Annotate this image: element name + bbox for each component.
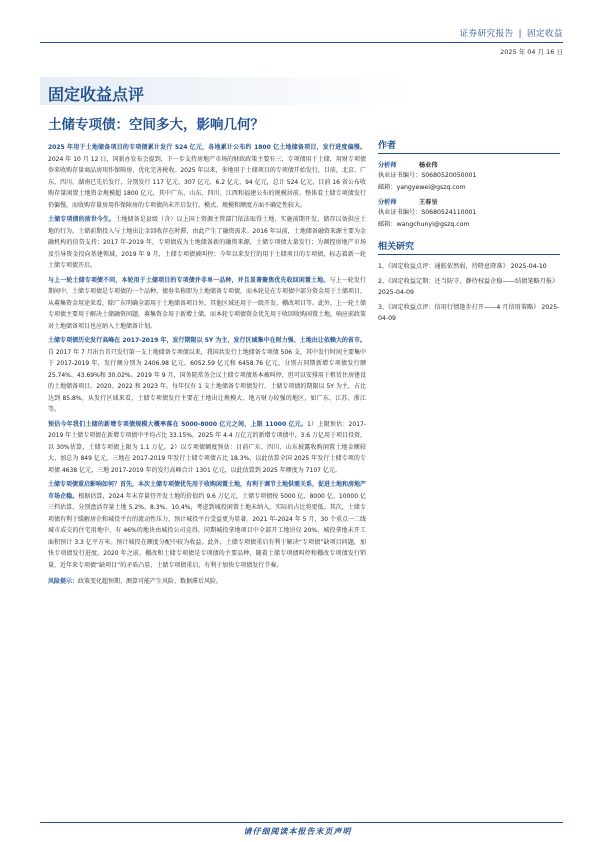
related-report[interactable]: 3、《固定收益点评：信用行情逢步打开——4 月信用策略》 2025-04-09 <box>378 304 560 322</box>
analyst-license: S0680524110001 <box>421 209 477 216</box>
sidebar <box>378 138 560 328</box>
analyst-email[interactable]: wangchunyi@gszq.com <box>396 220 470 228</box>
report-subtitle: 土储专项债：空间多大，影响几何？ <box>48 117 264 133</box>
analyst-name: 杨业伟 <box>419 162 438 169</box>
analyst-role: 分析师 <box>378 162 397 169</box>
paragraph: 预估今年我们土储的新增专项债规模大概率落在 5000-8000 亿元之间，上限 11000 亿元。1）上限预估：2017-2019 年土储专项债在新增专项债中平均占比 33.15%，2025 年 4.4 万亿元的新增专项债中，3.6 万亿用于项目投资，以 30%估算，土储专项债上限为 1.1 万亿。2）以专项债额度预估：目前广东、四川、山东披露收购闲置土地金额较大，加总为 849 亿元，三地在 2017-2019 年发行土储专项债占比 18.3%，以此估算全国 2025 年发行土储专项的专项债 4638 亿元，三地 2017-2019 年的发行高峰合计 1301 亿元，以此估算到 2025 年额度为 7107 亿元。 <box>48 420 366 474</box>
related-report[interactable]: 2、《固定收益定期：还当防守，静待权益企稳——结债笔略月报》 2025-04-09 <box>378 278 559 296</box>
analyst-name: 王春呈 <box>419 199 438 206</box>
analyst-license: S0680520050001 <box>421 172 477 179</box>
paragraph: 土储专项债重启影响如何？首先，本次土储专项债优先用于收购闲置土地，有利于调节土地供需关系，促进土地和房地产市场企稳。根据估算，2024 年末存量待开发土地的价值约 9.6 万亿元，土储专项债按 5000 亿、8000 亿、10000 亿三档估算，分别盘活存量土地 5.2%、8.3%、10.4%，考虑到城投闲置土地未纳入，实际的占比将更低。其次，土储专项债有利于缓解房企和城投平台的流动性压力，预计城投平台受益更为显著。2021 年-2024 年 5 月，30 个重点一二线城市成交的住宅用地中，有 46%的地块由城投公司竞得，同期城投拿地项目中全部开工地块仅 20%，城投拿地未开工面积预计 3.3 亿平方米。预计城投在额度分配中较为收益。此外，土储专项债重启有利于解决“专项债”缺项目问题，加快专项债发行进度。2020 年之前，棚改和土储专项债是专项债的主要品种，随着土储专项债叫停和棚改专项债发行销量，近年来专项债“缺项目”的矛盾凸显，土储专项债重启，有利于加快专项债发行节奏。 <box>48 481 367 569</box>
header-rule <box>40 42 563 43</box>
header-right <box>460 27 563 39</box>
related-report[interactable]: 1、《固定收益点评：通胀依然弱，待降息降准》 2025-04-10 <box>378 263 547 270</box>
report-date: 2025 年 04 月 16 日 <box>500 48 563 56</box>
paragraph: 2025 年用于土地储备项目的专项债累计发行 524 亿元，各地累计公布约 1800 亿土地储备项目，发行进度偏慢。2024 年 10 月 12 日，国新办发布会提到，下一步支持房地产市场的财政政策主要有三，专项债用于土储，用财专项债券来收购存量商品房用作保障房、优化完善税收。2025 年以来，多地用于土储项目的专项债开始发行，目前，北京、广东、四川、湖南已先后发行，分别发行 117 亿元、307 亿元、6.2 亿元、94 亿元，总计 524 亿元，目前 16 省公布收购存量闲置土地资金规模超 1800 亿元，其中广东、山东、四川、江西和福建公布的规模居前。整体看土储专项债发行仍偏慢，而收购存量房用作保障房的专项债尚未开启发行，模式、规模和额度方面不确定性较大。 <box>48 144 366 209</box>
risk-warning: 风险提示：政策变化超预期、测算可能产生风险、数据滞后风险。 <box>48 578 223 585</box>
paragraph: 土储专项债历史发行高峰在 2017-2019 年，发行期限以 5Y 为主，发行区域集中在财力强、土地出让依赖大的省市。自 2017 年 7 月出台首只发行第一支土地储备专项债以来，我国共发行土地储备专项债 506 支，其中发行时间主要集中于 2017-2019 年，发行额分别为 2406.98 亿元、6052.59 亿元和 6458.76 亿元，分别占同期新增专项债发行额 25.74%、43.69%和 30.02%。2019 年 9 月，国务院常务会议土储专项债基本被叫停，但可以安排用于租赁住房建设的土地储备项目。2020、2022 和 2023 年，每年仅有 1 支土地储备专项债发行，土储专项债的期限以 5Y 为主，占比达到 85.8%，从发行区域来看，土储专项债发行主要在土地出让规模大、地方财力较强的地区，如广东、江苏、浙江等。 <box>48 337 366 413</box>
footer-disclaimer: 请仔细阅读本报告末页声明 <box>243 827 352 836</box>
analyst-card: 分析师 杨业伟 执业证书编号：S0680520050001 邮箱：yangyewei@gszq.com <box>378 162 477 191</box>
related-heading: 相关研究 <box>378 239 560 255</box>
page-title: 固定收益点评 <box>48 85 145 104</box>
main-body <box>48 142 366 591</box>
analyst-role: 分析师 <box>378 199 397 206</box>
header-separator: | <box>518 29 522 39</box>
analyst-email[interactable]: yangyewei@gszq.com <box>396 183 466 191</box>
analyst-card: 分析师 王春呈 执业证书编号：S0680524110001 邮箱：wangchunyi@gszq.com <box>378 199 477 228</box>
report-category: 固定收益 <box>526 29 563 39</box>
authors-heading: 作者 <box>378 138 560 154</box>
paragraph: 土储专项债的前世今生。土地储备是县级（含）以上国土资源主管部门依法取得土地、实施前期开发、储存以备供应土地的行为。土储前期投入与土地出让金回收存在时滞，由此产生了融资需求。2016 年以前，土地储备融资来源主要为金融机构的信贷支持；2017 年-2019 年，专项债成为土地储备新的融资来源，土储专项债大量发行；为调控房地产市场及引导资金投向基建领域，2019 年 9 月，土储专项债被叫停；今年以来发行的用于土储项目的专项债，标志着新一轮土储专项债开启。 <box>48 216 366 269</box>
report-type: 证券研究报告 <box>459 29 514 39</box>
paragraph: 与上一轮土储专项债不同，本轮用于土储项目的专项债并非单一品种，并且显著聚焦优先收回闲置土地。与上一轮发行期间中，土储专项债是专项债的一个品种，债券名称即为土地储备专项债，而本轮是在专项债中部分资金用于土储项目，从募集资金用途来看，除广东明确全部用于土地储备项目外，其他区域还用于一级开发、棚改项目等。此外，上一轮土储专项债主要用于解决土储融资问题，募集资金用于新增土储，而本轮专项债资金优先用于收回收购闲置土地，响应前政策对土地储备项目也应纳入土地储备计划。 <box>48 276 367 330</box>
footer-rule <box>40 822 563 823</box>
